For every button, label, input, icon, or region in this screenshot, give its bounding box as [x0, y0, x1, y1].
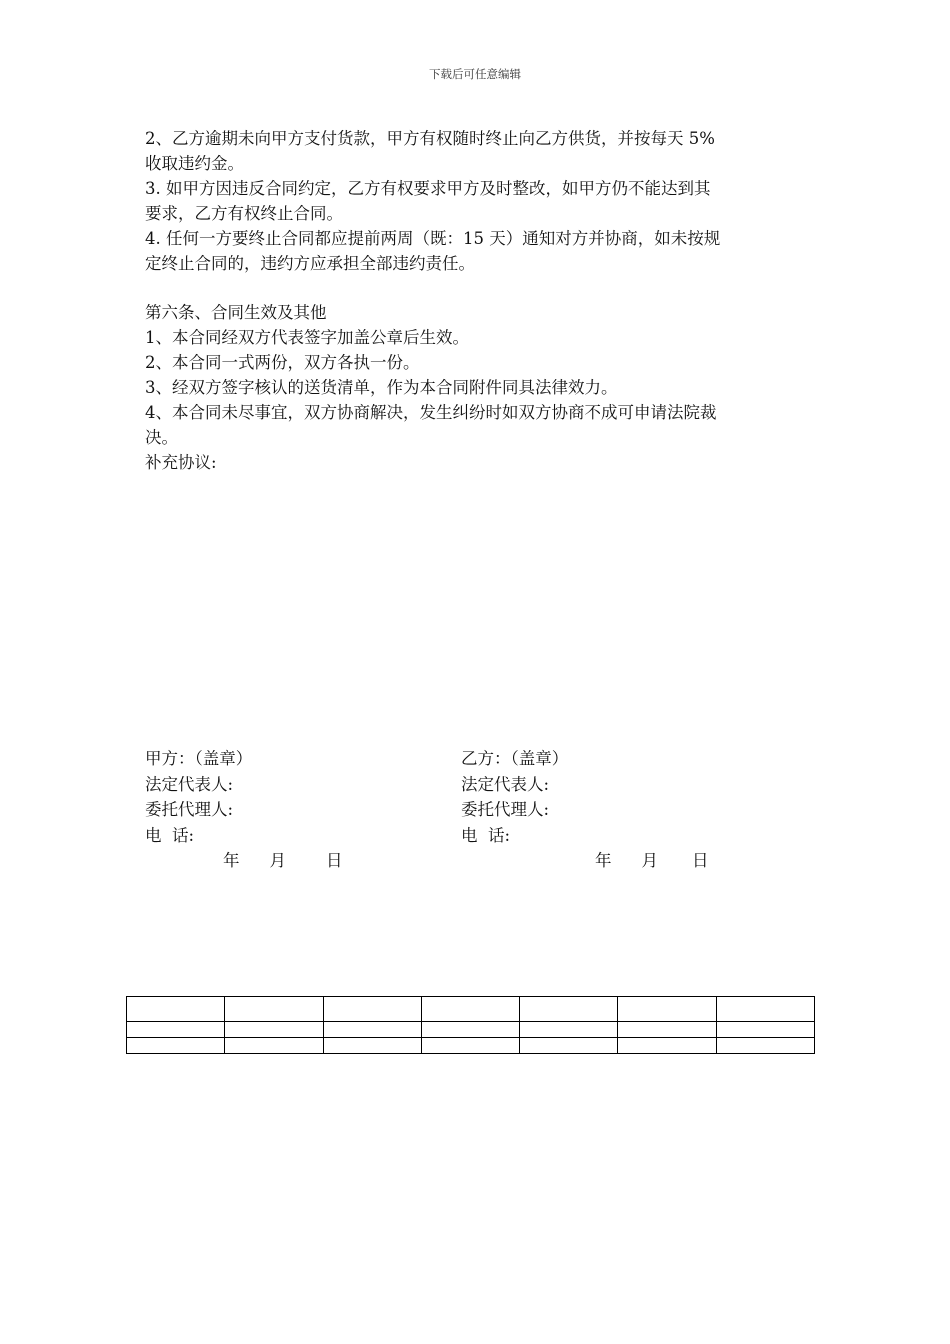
- table-cell: [716, 1022, 814, 1038]
- table-cell: [716, 1038, 814, 1054]
- table-row: [127, 1022, 815, 1038]
- table-cell: [225, 1022, 323, 1038]
- party-b-date: [461, 848, 741, 874]
- table-cell: [716, 997, 814, 1022]
- clause-line: 3. 如甲方因违反合同约定，乙方有权要求甲方及时整改，如甲方仍不能达到其: [145, 179, 711, 198]
- article-6-item: 决。: [145, 428, 178, 447]
- month-label: 月: [269, 851, 286, 870]
- table-cell: [421, 1022, 519, 1038]
- table-cell: [127, 1022, 225, 1038]
- clause-line: 4. 任何一方要终止合同都应提前两周（既：15 天）通知对方并协商，如未按规: [145, 229, 721, 248]
- party-b-seal: 乙方：（盖章）: [461, 749, 569, 768]
- table-cell: [225, 1038, 323, 1054]
- table-cell: [127, 1038, 225, 1054]
- party-a-date: [145, 848, 425, 874]
- table-row: [127, 1038, 815, 1054]
- party-a-legal-rep: 法定代表人:: [145, 774, 234, 794]
- table-cell: [225, 997, 323, 1022]
- article-6-item: 1、本合同经双方代表签字加盖公章后生效。: [145, 328, 469, 347]
- table-row: [127, 997, 815, 1022]
- table-cell: [323, 997, 421, 1022]
- table-cell: [520, 1022, 618, 1038]
- article-6-item: 3、经双方签字核认的送货清单，作为本合同附件同具法律效力。: [145, 378, 618, 397]
- table-cell: [618, 997, 716, 1022]
- contract-body: [145, 126, 815, 475]
- day-label: 日: [326, 851, 343, 870]
- table-cell: [618, 1022, 716, 1038]
- clause-line: 定终止合同的，违约方应承担全部违约责任。: [145, 254, 475, 273]
- party-b-legal-rep: 法定代表人:: [461, 774, 550, 794]
- table-cell: [323, 1038, 421, 1054]
- article-6-title: 第六条、合同生效及其他: [145, 303, 327, 322]
- article-6-item: 4、本合同未尽事宜，双方协商解决，发生纠纷时如双方协商不成可申请法院裁: [145, 403, 717, 422]
- party-a-agent: 委托代理人:: [145, 800, 234, 819]
- party-a-signature: [145, 746, 425, 874]
- year-label: 年: [223, 851, 240, 870]
- article-6-item: 2、本合同一式两份，双方各执一份。: [145, 353, 420, 372]
- supplement-label: 补充协议:: [145, 453, 217, 472]
- month-label: 月: [641, 851, 658, 870]
- table-cell: [618, 1038, 716, 1054]
- party-b-signature: [461, 746, 741, 874]
- clause-line: 2、乙方逾期未向甲方支付货款，甲方有权随时终止向乙方供货，并按每天 5%: [145, 129, 715, 148]
- day-label: 日: [692, 851, 709, 870]
- party-b-phone: 电 话:: [461, 825, 511, 845]
- table-cell: [520, 1038, 618, 1054]
- table-cell: [127, 997, 225, 1022]
- table-cell: [323, 1022, 421, 1038]
- party-b-agent: 委托代理人:: [461, 800, 550, 819]
- table-cell: [421, 997, 519, 1022]
- clause-line: 要求，乙方有权终止合同。: [145, 204, 343, 223]
- table-cell: [520, 997, 618, 1022]
- page-header: 下载后可任意编辑: [429, 67, 521, 81]
- table-cell: [421, 1038, 519, 1054]
- footer-table: [126, 996, 815, 1054]
- party-a-phone: 电 话:: [145, 825, 195, 845]
- clause-line: 收取违约金。: [145, 154, 244, 173]
- year-label: 年: [595, 851, 612, 870]
- party-a-seal: 甲方：（盖章）: [145, 749, 253, 768]
